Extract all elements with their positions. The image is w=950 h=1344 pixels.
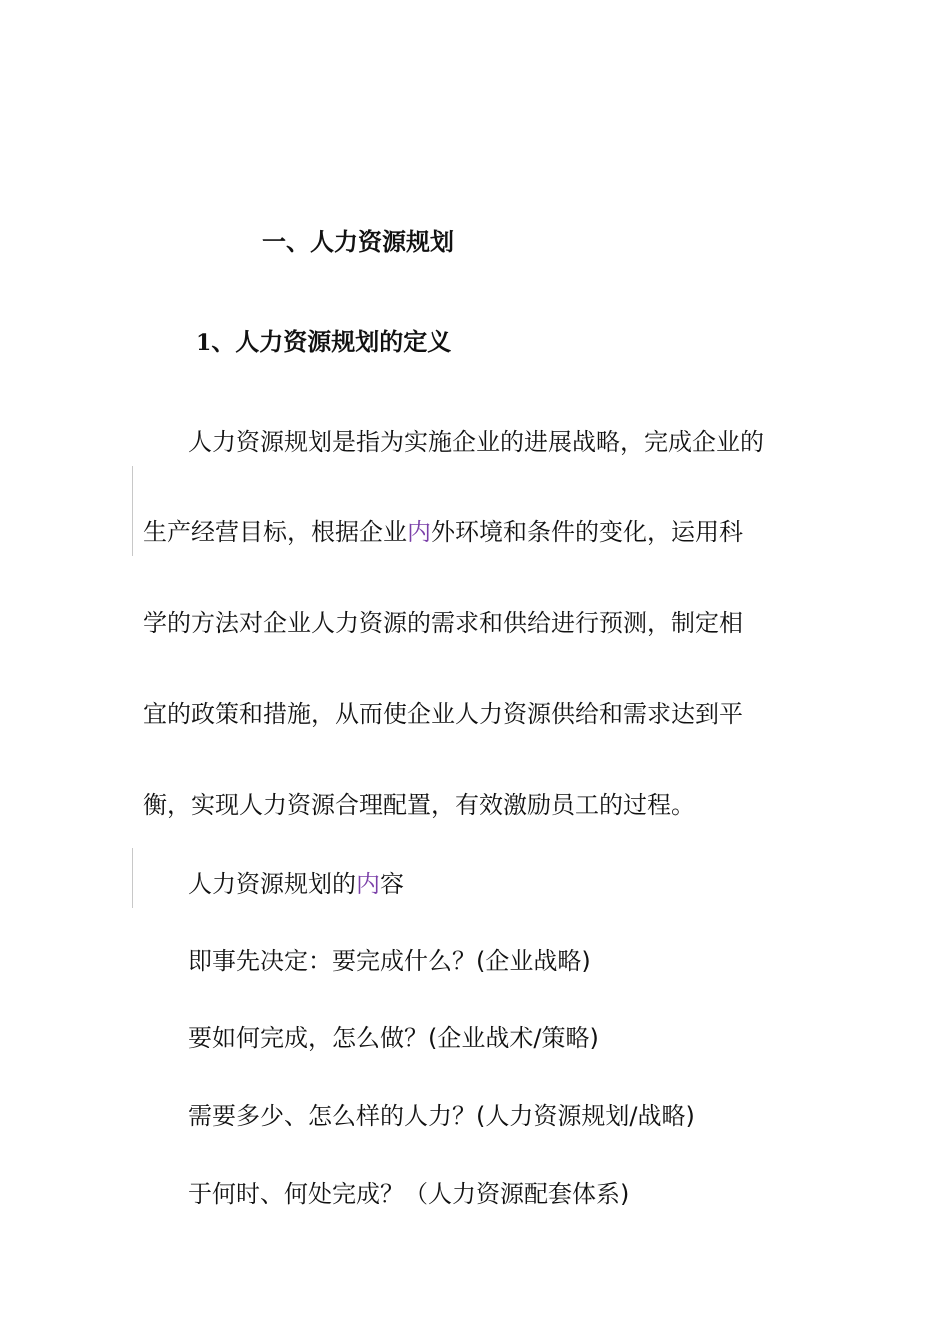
content-title-start: 人力资源规划的 [188, 870, 356, 898]
subsection-heading [196, 322, 451, 357]
subsection-number: 1 [196, 330, 212, 356]
subsection-title: 、人力资源规划的定义 [211, 328, 452, 356]
content-title-end: 容 [380, 870, 404, 898]
definition-line-2 [143, 512, 743, 547]
revision-margin-bar-2 [132, 848, 133, 908]
content-item: 要如何完成，怎么做？(企业战术/策略) [188, 1024, 599, 1052]
content-item: 需要多少、怎么样的人力？(人力资源规划/战略) [188, 1102, 695, 1130]
content-title [188, 864, 404, 899]
definition-line-1: 人力资源规划是指为实施企业的进展战略，完成企业的 [188, 428, 764, 456]
content-item: 即事先决定：要完成什么？(企业战略) [188, 947, 591, 975]
definition-line-2-start: 生产经营目标，根据企业 [143, 518, 407, 546]
highlighted-char: 内 [407, 518, 431, 546]
revision-margin-bar [132, 466, 133, 556]
definition-line-5: 衡，实现人力资源合理配置，有效激励员工的过程。 [143, 791, 695, 819]
definition-line-2-end: 外环境和条件的变化，运用科 [431, 518, 743, 546]
definition-line-3: 学的方法对企业人力资源的需求和供给进行预测，制定相 [143, 609, 743, 637]
content-item: 于何时、何处完成？（人力资源配套体系) [188, 1180, 630, 1208]
highlighted-char-2: 内 [356, 870, 380, 898]
definition-line-4: 宜的政策和措施，从而使企业人力资源供给和需求达到平 [143, 700, 743, 728]
section-heading: 一、人力资源规划 [262, 228, 454, 256]
